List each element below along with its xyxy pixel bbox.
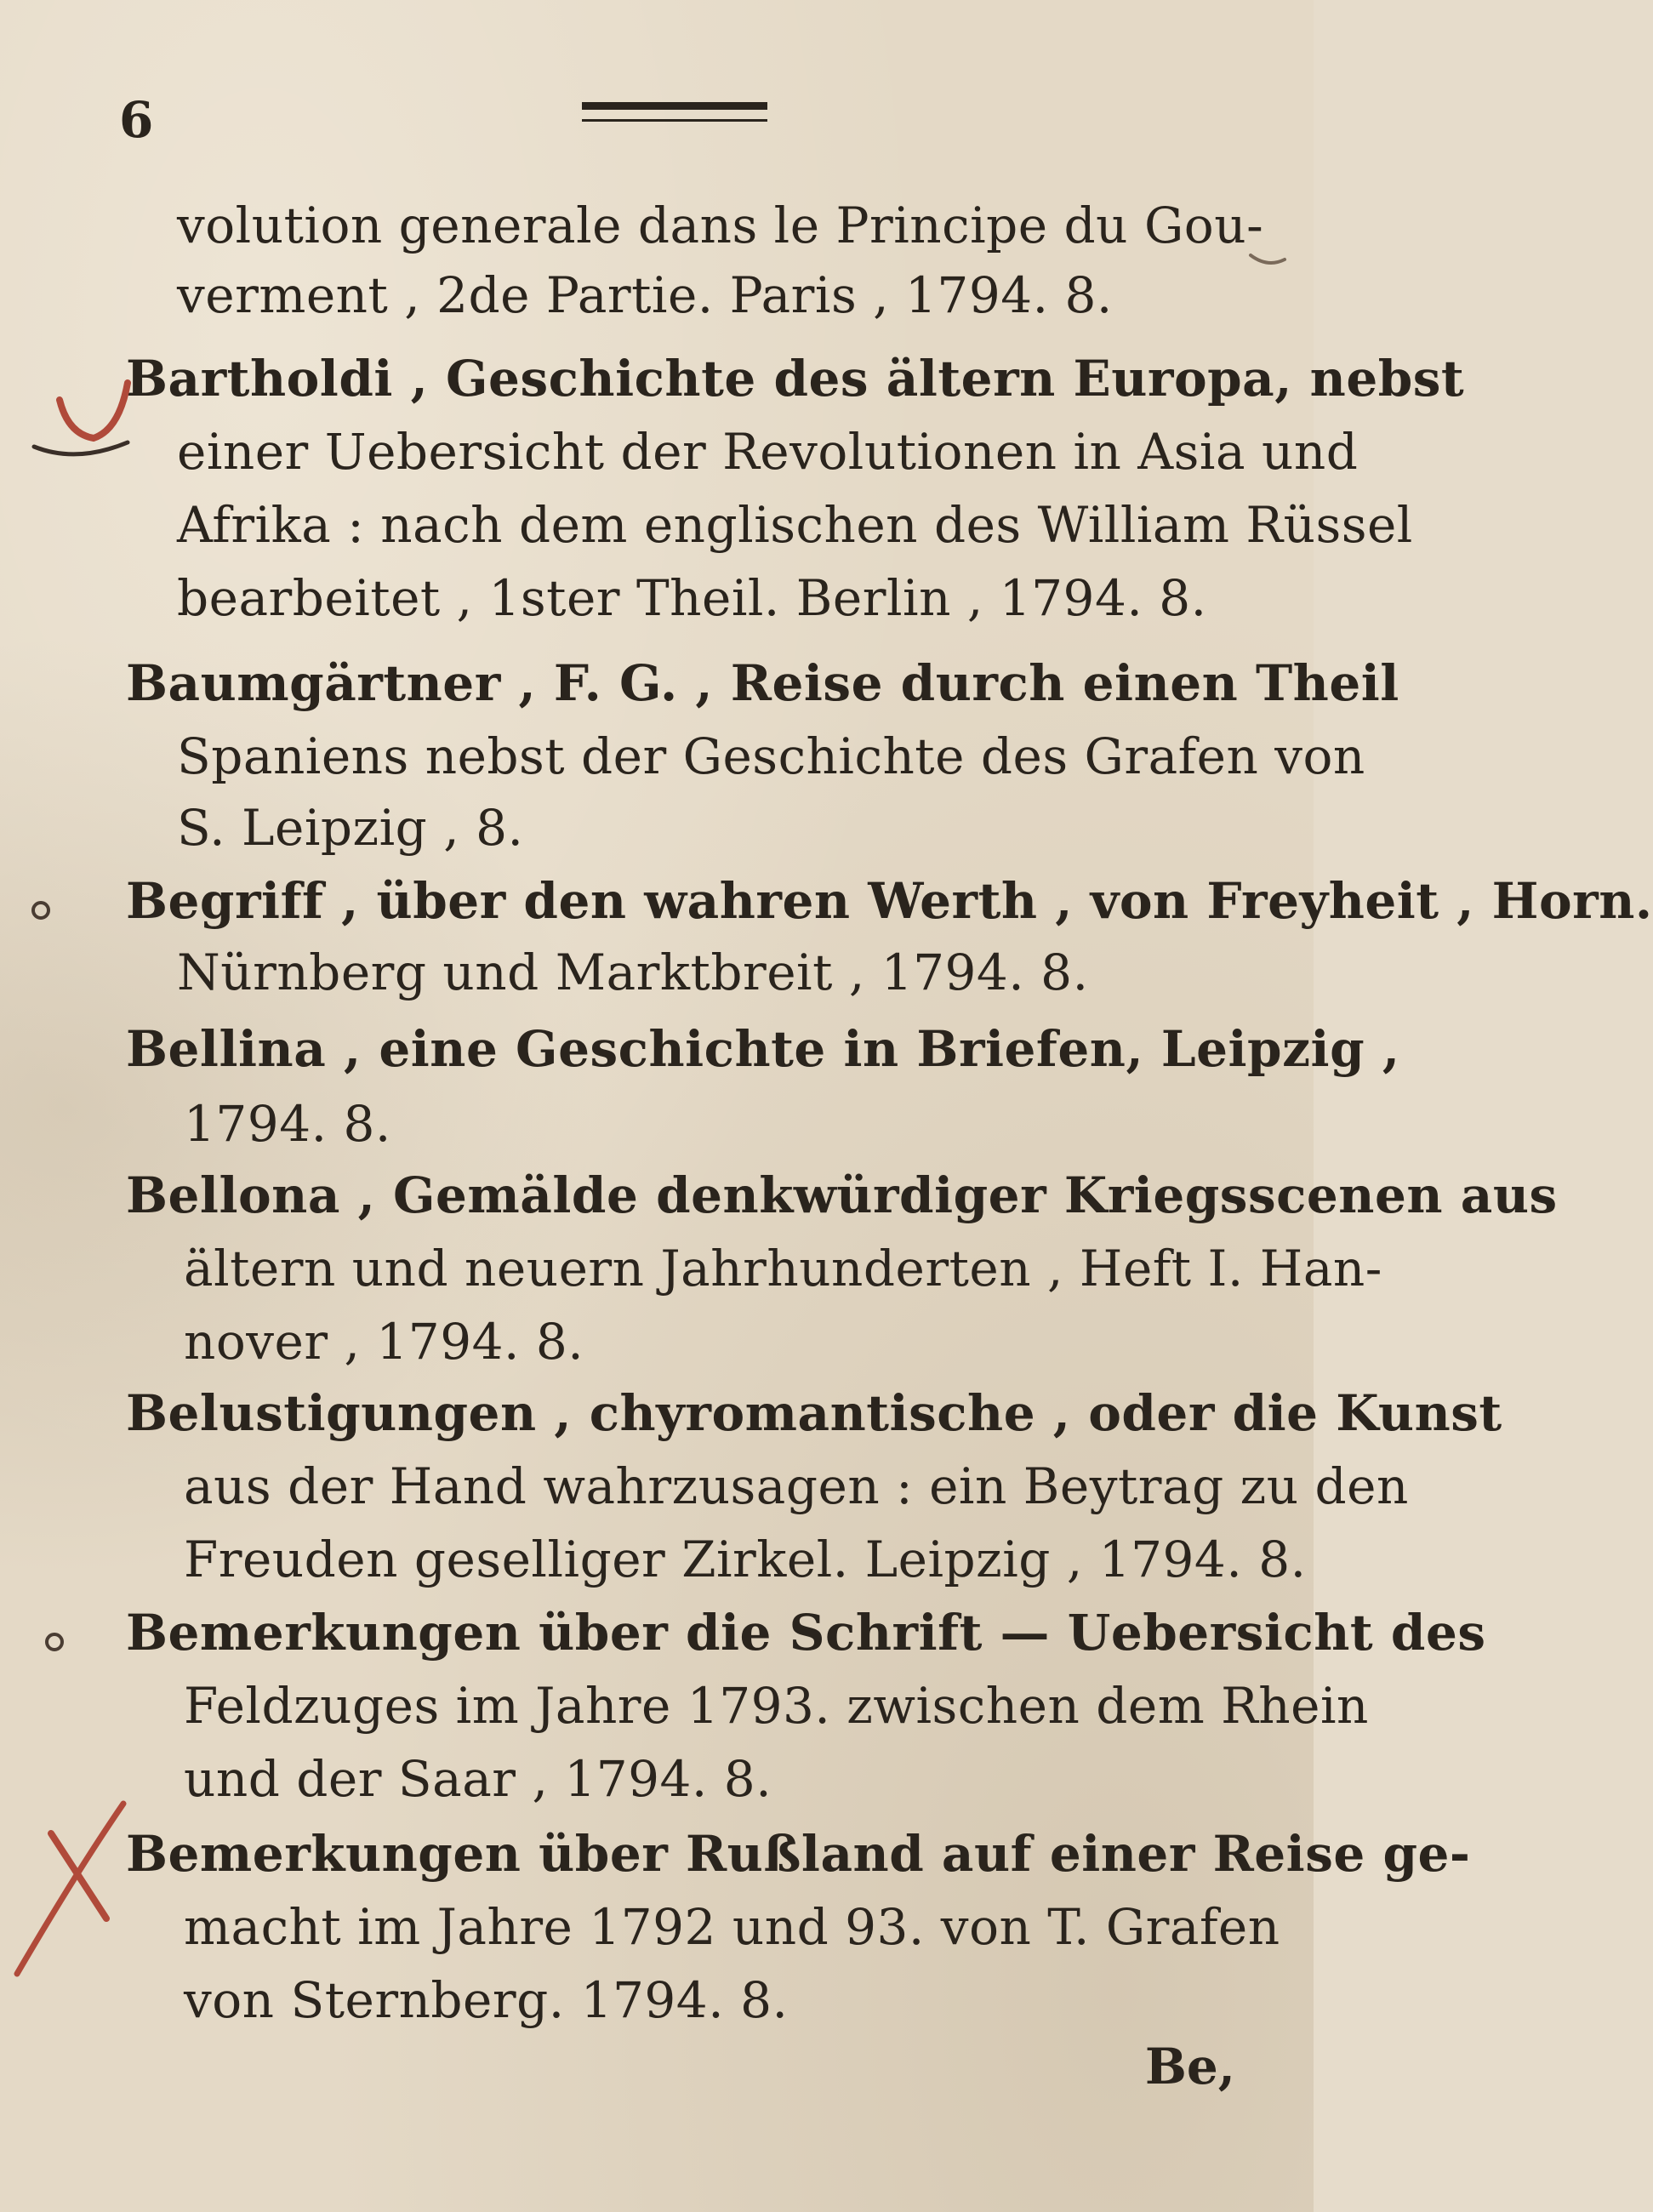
entry-line: 1794. 8. bbox=[184, 1095, 391, 1153]
entry-line: von Sternberg. 1794. 8. bbox=[184, 1971, 789, 2029]
entry-line: Freuden geselliger Zirkel. Leipzig , 1794. 8. bbox=[184, 1531, 1307, 1588]
entry-line: Bartholdi , Geschichte des ältern Europa, nebst bbox=[126, 350, 1465, 408]
entry-line: Begriff , über den wahren Werth , von Freyheit , Horn. bbox=[126, 872, 1653, 930]
entry-line: Feldzuges im Jahre 1793. zwischen dem Rhein bbox=[184, 1677, 1369, 1735]
entry-line: volution generale dans le Principe du Gou- bbox=[177, 197, 1264, 254]
entry-line: nover , 1794. 8. bbox=[184, 1313, 584, 1371]
entry-line: bearbeitet , 1ster Theil. Berlin , 1794. 8. bbox=[177, 569, 1207, 627]
entry-line: macht im Jahre 1792 und 93. von T. Grafen bbox=[184, 1898, 1280, 1956]
entry-line: Bemerkungen über Rußland auf einer Reise ge- bbox=[126, 1825, 1471, 1883]
entry-line: Bellina , eine Geschichte in Briefen, Leipzig , bbox=[126, 1020, 1400, 1078]
entry-line: Baumgärtner , F. G. , Reise durch einen Theil bbox=[126, 654, 1399, 712]
entry-line: S. Leipzig , 8. bbox=[177, 799, 524, 857]
entry-line: und der Saar , 1794. 8. bbox=[184, 1750, 772, 1808]
entry-line: einer Uebersicht der Revolutionen in Asia und bbox=[177, 423, 1359, 481]
entry-line: ältern und neuern Jahrhunderten , Heft I. Han- bbox=[184, 1240, 1382, 1297]
page-number: 6 bbox=[119, 91, 154, 149]
entry-line: Spaniens nebst der Geschichte des Grafen von bbox=[177, 727, 1365, 785]
entry-line: Belustigungen , chyromantische , oder die Kunst bbox=[126, 1384, 1502, 1442]
entry-line: Afrika : nach dem englischen des William Rüssel bbox=[177, 496, 1413, 554]
entry-line: verment , 2de Partie. Paris , 1794. 8. bbox=[177, 266, 1113, 324]
entry-line: Nürnberg und Marktbreit , 1794. 8. bbox=[177, 944, 1089, 1001]
entry-line: Bellona , Gemälde denkwürdiger Kriegsscenen aus bbox=[126, 1166, 1558, 1224]
catchword: Be, bbox=[1144, 2038, 1235, 2095]
entry-line: aus der Hand wahrzusagen : ein Beytrag zu den bbox=[184, 1457, 1409, 1515]
entry-line: Bemerkungen über die Schrift — Uebersicht des bbox=[126, 1604, 1486, 1662]
